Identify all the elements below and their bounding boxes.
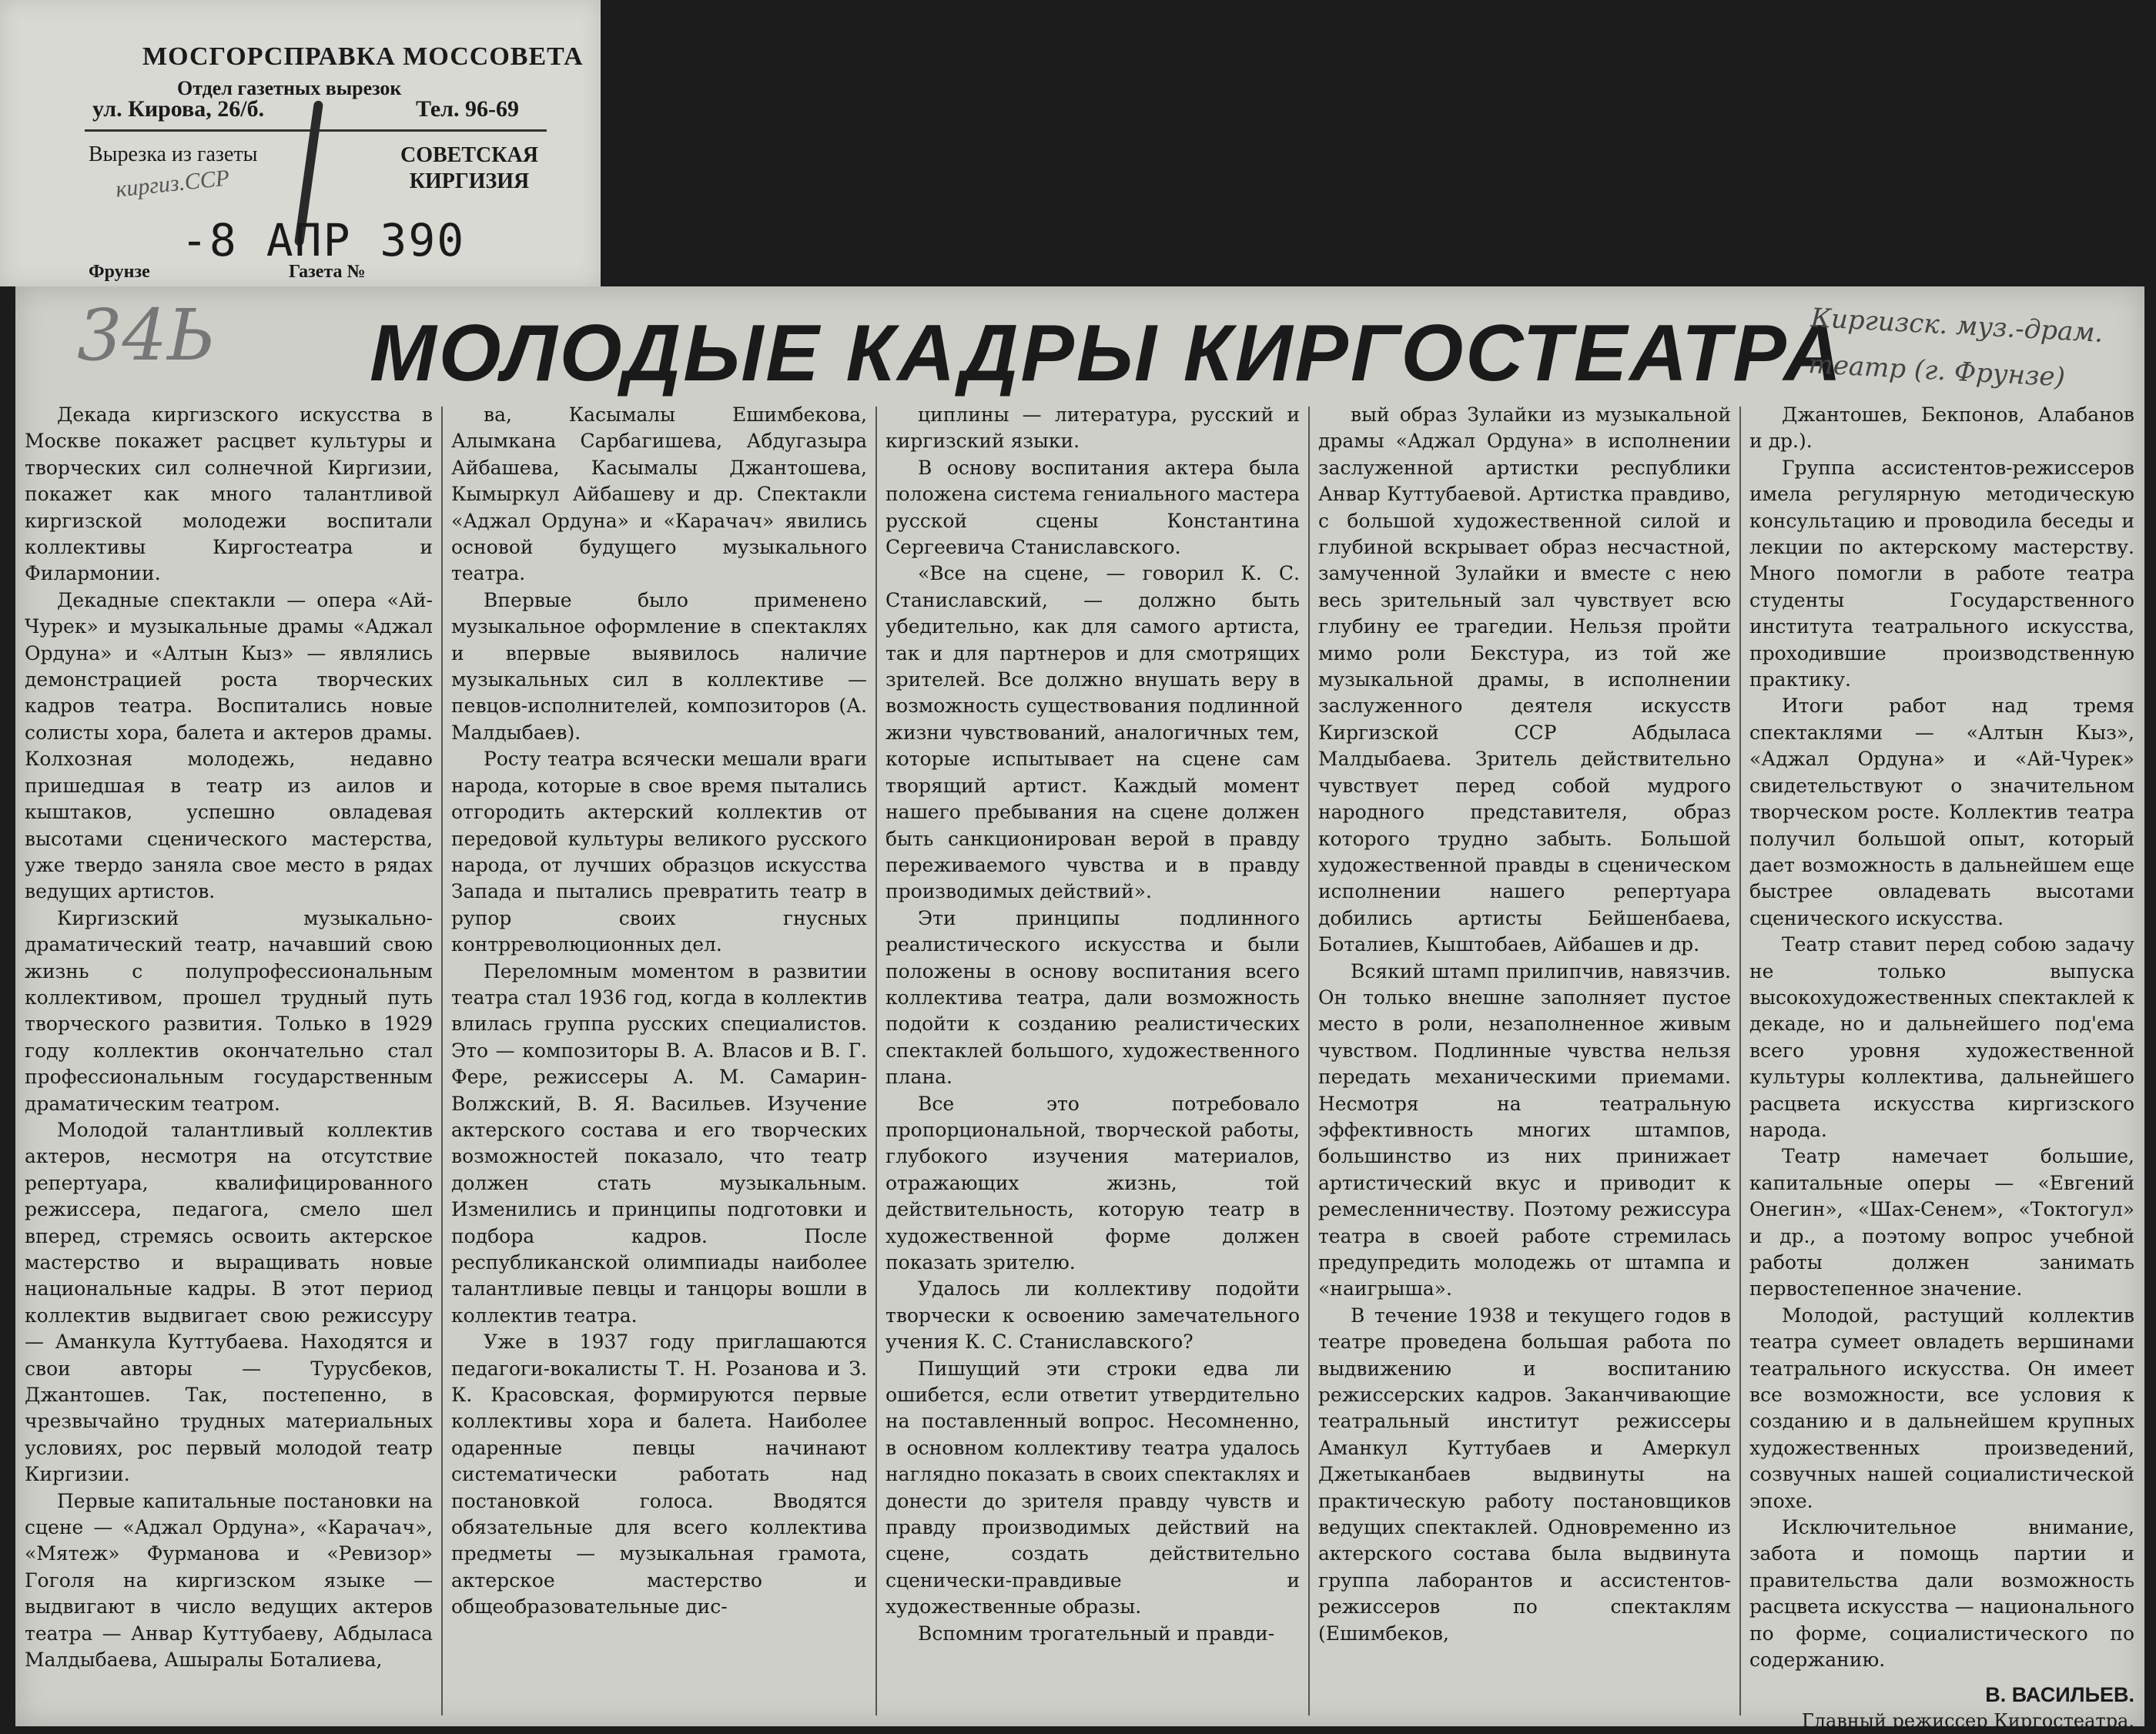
article-headline: МОЛОДЫЕ КАДРЫ КИРГОСТЕАТРА [370,309,1844,398]
article-paragraph: Уже в 1937 году приглашаются педагоги-вокалисты Т. Н. Розанова и З. К. Красовская, формируются первые коллективы хора и балета. Наиболее одаренные певцы начинают систематически работать над постановкой голоса. Вводятся обязательные для всего коллектива предметы — музыкальная грамота, актерское мастерство и общеобразовательные дис- [451,1331,867,1619]
article-column-3 [886,402,1300,1719]
author-role: Главный режиссер Киргостеатра. [1801,1709,2134,1732]
agency-phone: Тел. 96-69 [416,96,520,122]
article-paragraph: Молодой, растущий коллектив театра сумеет овладеть вершинами театрального искусства. Он имеет все возможности, все условия к созданию и в дальнейшем крупных художественных произведений, созвучных нашей социалистической эпохе. [1749,1304,2134,1512]
article-paragraph: ва, Касымалы Ешимбекова, Алымкана Сарбагишева, Абдугазыра Айбашева, Касымалы Джантошева, Кымыркул Айбашеву и др. Спектакли «Аджал Ордуна» и «Карачач» явились основой будущего музыкального театра. [451,403,867,585]
agency-label-card [0,0,601,286]
date-stamp: -8 АПР 390 [181,214,466,266]
article-column-1 [25,402,433,1719]
newspaper-name [400,142,538,195]
article-paragraph: вый образ Зулайки из музыкальной драмы «Аджал Ордуна» в исполнении заслуженной артистки республики Анвар Куттубаевой. Артистка правдиво, с большой художественной силой и глубиной вскрывает образ несчастной, замученной Зулайки и вместе с нею весь зрительный зал чувствует всю глубину ее трагедии. Нельзя пройти мимо роли Бекстура, из той же музыкальной драмы, в исполнении заслуженного деятеля искусств Киргизской ССР Абдыласа Малдыбаева. Зритель действительно чувствует перед собой мудрого народного представителя, образ которого трудно забыть. Большой художественной правды в сценическом исполнении нашего репертуара добились артисты Бейшенбаева, Боталиев, Кыштобаев, Айбашев и др. [1318,403,1731,956]
article-paragraph: Росту театра всячески мешали враги народа, которые в свое время пытались отгородить актерский коллектив от передовой культуры великого русского народа, от лучших образцов искусства Запада и пытались превратить театр в рупор своих гнусных контрреволюционных дел. [451,748,867,956]
article-paragraph: Исключительное внимание, забота и помощь партии и правительства дали возможность расцвета искусства — национального по форме, социалистического по содержанию. [1749,1516,2134,1672]
article-paragraph: Пишущий эти строки едва ли ошибется, если ответит утвердительно на поставленный вопрос. Несомненно, в основном коллективу театра удалось наглядно показать в своих спектаклях и донести до зрителя правду чувств и правду производимых действий на сцене, создать действительно сценически-правдивые и художественные образы. [886,1357,1300,1619]
label-gazeta-number: Газета № [289,262,366,282]
handwritten-region-note: киргиз.ССР [114,165,231,203]
article-paragraph: Декада киргизского искусства в Москве покажет расцвет культуры и творческих сил солнечной Киргизии, покажет как много талантливой киргизской молодежи воспитали коллективы Киргостеатра и Филармонии. [25,403,433,585]
newspaper-name-line2: КИРГИЗИЯ [409,169,530,193]
article-paragraph: Эти принципы подлинного реалистического искусства и были положены в основу воспитания всего коллектива театра, дали возможность подойти к созданию реалистических спектаклей большого, художественного плана. [886,906,1300,1089]
newspaper-clipping [15,286,2144,1732]
article-paragraph: Группа ассистентов-режиссеров имела регулярную методическую консультацию и проводила беседы и лекции по актерскому мастерству. Много помогли в работе театра студенты Государственного института театрального искусства, проходившие производственную практику. [1749,456,2134,691]
article-column-5 [1749,402,2134,1732]
article-paragraph: Впервые было применено музыкальное оформление в спектаклях и впервые выявилось наличие музыкальных сил в коллективе — певцов-исполнителей, композиторов (А. Малдыбаев). [451,588,867,744]
article-paragraph: В течение 1938 и текущего годов в театре проведена большая работа по выдвижению и воспитанию режиссерских кадров. Заканчивающие театральный институт режиссеры Аманкул Куттубаев и Амеркул Джетыканбаев выдвинуты на практическую работу постановщиков ведущих спектаклей. Одновременно из актерского состава была выдвинута группа лаборантов и ассистентов-режиссеров по спектаклям (Ешимбеков, [1318,1304,1731,1645]
article-paragraph: Театр ставит перед собою задачу не только выпуска высокохудожественных спектаклей к декаде, но и дальнейшего под'ема всего уровня художественной культуры коллектива, дальнейшего расцвета искусства киргизского народа. [1749,933,2134,1141]
column-rule [1308,407,1310,1716]
author-byline: В. ВАСИЛЬЕВ. [1985,1682,2134,1706]
agency-department: Отдел газетных вырезок [177,77,402,99]
article-paragraph: «Все на сцене, — говорил К. С. Станиславский, — должно быть убедительно, как для самого артиста, так и для партнеров и для смотрящих зрителей. Все должно внушать веру в возможность существования подлинной жизни чувствований, аналогичных тем, которые испытывает на сцене сам творящий артист. Каждый момент нашего пребывания на сцене должен быть санкционирован верой в правду переживаемого чувства и в правду производимых действий». [886,562,1300,903]
article-body [15,402,2144,1732]
article-paragraph: Удалось ли коллективу подойти творчески к освоению замечательного учения К. С. Станиславского? [886,1277,1300,1354]
label-city: Фрунзе [89,262,150,282]
handwritten-side-note: Киргизск. муз.-драм. театр (г. Фрунзе) [1807,303,2104,393]
article-paragraph: Все это потребовало пропорциональной, творческой работы, глубокого изучения материалов, отражающих жизнь, той действительность, которую театр в художественной форме должен показать зрителю. [886,1092,1300,1274]
article-paragraph: Переломным моментом в развитии театра стал 1936 год, когда в коллектив влилась группа русских специалистов. Это — композиторы В. А. Власов и В. Г. Фере, режиссеры А. М. Самарин-Волжский, В. Я. Васильев. Изучение актерского состава и его творческих возможностей показало, что театр должен стать музыкальным. Изменились и принципы подготовки и подбора кадров. После республиканской олимпиады наиболее талантливые певцы и танцоры вошли в коллектив театра. [451,959,867,1327]
agency-address: ул. Кирова, 26/б. [92,96,265,122]
column-rule [1739,407,1741,1716]
article-column-2 [451,402,867,1719]
newspaper-name-line1: СОВЕТСКАЯ [400,143,538,167]
article-column-4 [1318,402,1731,1719]
column-rule [441,407,443,1716]
article-paragraph: Молодой талантливый коллектив актеров, несмотря на отсутствие репертуара, квалифицированного режиссера, педагога, смело шел вперед, стремясь освоить актерское мастерство и выращивать новые национальные кадры. В этот период коллектив выдвигает свою режиссуру — Аманкула Куттубаева. Находятся и свои авторы — Турусбеков, Джантошев. Так, постепенно, в чрезвычайно трудных материальных условиях, рос первый молодой театр Киргизии. [25,1118,433,1486]
article-paragraph: В основу воспитания актера была положена система гениального мастера русской сцены Константина Сергеевича Станиславского. [886,456,1300,559]
agency-name: МОСГОРСПРАВКА МОССОВЕТА [142,42,584,71]
article-paragraph: Итоги работ над тремя спектаклями — «Алтын Кыз», «Аджал Ордуна» и «Ай-Чурек» свидетельствуют о значительном творческом росте. Коллектив театра получил большой опыт, который дает возможность в дальнейшем еще быстрее овладевать высотами сценического искусства. [1749,695,2134,929]
handwritten-archive-number: 34Ь [77,294,216,377]
column-rule [875,407,877,1716]
article-paragraph: Джантошев, Бекпонов, Алабанов и др.). [1749,403,2134,453]
article-paragraph: Декадные спектакли — опера «Ай-Чурек» и музыкальные драмы «Аджал Ордуна» и «Алтын Кыз» — являлись демонстрацией роста творческих кадров театра. Воспитались новые солисты хора, балета и актеров драмы. Колхозная молодежь, недавно пришедшая в театр из аилов и кыштаков, успешно овладевая высотами сценического мастерства, уже твердо заняла свое место в рядах ведущих артистов. [25,588,433,903]
article-paragraph: Киргизский музыкально-драматический театр, начавший свою жизнь с полупрофессиональным коллективом, прошел трудный путь творческого развития. Только в 1929 году коллектив окончательно стал профессиональным государственным драматическим театром. [25,906,433,1115]
clip-from-label: Вырезка из газеты [89,142,258,166]
article-paragraph: Вспомним трогательный и правди- [918,1622,1275,1645]
article-paragraph: Всякий штамп прилипчив, навязчив. Он только внешне заполняет пустое место в роли, незаполненное живым чувством. Подлинные чувства нельзя передать механическими приемами. Несмотря на театральную эффективность многих штампов, большинство из них принижает артистический вкус и приводит к ремесленничеству. Поэтому режиссура театра в своей работе стремилась предупредить молодежь от штампа и «наигрыша». [1318,959,1731,1300]
article-paragraph: Первые капитальные постановки на сцене — «Аджал Ордуна», «Карачач», «Мятеж» Фурманова и «Ревизор» Гоголя на киргизском языке — выдвигают в число ведущих актеров театра — Анвар Куттубаеву, Абдыласа Малдыбаева, Ашыралы Боталиева, [25,1489,433,1672]
article-paragraph: Театр намечает большие, капитальные оперы — «Евгений Онегин», «Шах-Сенем», «Токтогул» и др., а поэтому вопрос учебной работы должен занимать первостепенное значение. [1749,1145,2134,1300]
article-paragraph: циплины — литература, русский и киргизский языки. [886,403,1300,453]
